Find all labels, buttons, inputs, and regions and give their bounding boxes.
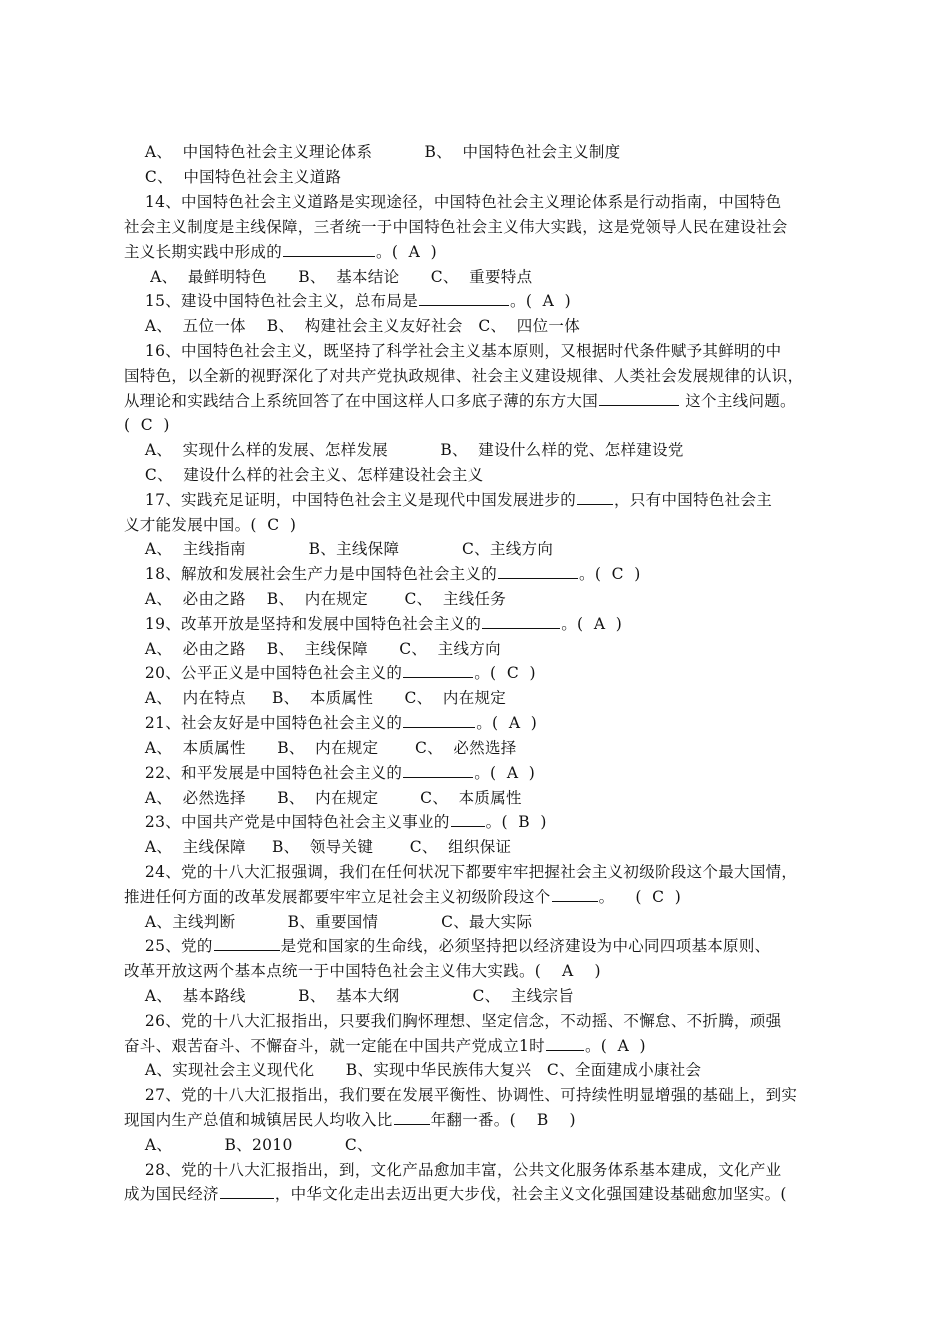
- answer-blank: [403, 661, 473, 678]
- answer-blank: [394, 1108, 430, 1125]
- question-line: 24、党的十八大汇报强调，我们在任何状况下都要牢牢把握社会主义初级阶段这个最大国情，: [124, 863, 798, 881]
- option-line: A、 五位一体 B、 构建社会主义友好社会 C、 四位一体: [124, 317, 581, 335]
- question-line: 成为国民经济 ，中华文化走出去迈出更大步伐，社会主义文化强国建设基础愈加坚实。(: [124, 1182, 844, 1207]
- option-line: A、 主线指南 B、主线保障 C、主线方向: [124, 540, 554, 558]
- question-line: ( C ): [124, 416, 170, 434]
- question-line: 25、党的 是党和国家的生命线，必须坚持把以经济建设为中心同四项基本原则、: [124, 934, 844, 959]
- answer-blank: [419, 289, 509, 306]
- option-line: A、 中国特色社会主义理论体系 B、 中国特色社会主义制度: [124, 143, 621, 161]
- answer-blank: [577, 488, 613, 505]
- option-line: A、 B、2010 C、: [124, 1136, 373, 1154]
- option-line: A、 必由之路 B、 主线保障 C、 主线方向: [124, 640, 501, 658]
- answer-blank: [599, 389, 679, 406]
- option-line: C、 中国特色社会主义道路: [124, 168, 342, 186]
- question-line: 推进任何方面的改革发展都要牢牢立足社会主义初级阶段这个 。 ( C ): [124, 885, 844, 910]
- question-line: 16、中国特色社会主义，既坚持了科学社会主义基本原则，又根据时代条件赋予其鲜明的中: [124, 342, 782, 360]
- question-line: 28、党的十八大汇报指出，到，文化产品愈加丰富，公共文化服务体系基本建成，文化产业: [124, 1161, 782, 1179]
- option-line: A、主线判断 B、重要国情 C、最大实际: [124, 913, 533, 931]
- question-line: 17、实践充足证明，中国特色社会主义是现代中国发展进步的 ，只有中国特色社会主: [124, 488, 844, 513]
- question-line: 27、党的十八大汇报指出，我们要在发展平衡性、协调性、可持续性明显增强的基础上，到实: [124, 1086, 798, 1104]
- answer-blank: [552, 885, 598, 902]
- question-line: 社会主义制度是主线保障，三者统一于中国特色社会主义伟大实践，这是党领导人民在建设社会: [124, 218, 788, 236]
- question-line: 改革开放这两个基本点统一于中国特色社会主义伟大实践。( A ): [124, 962, 601, 980]
- answer-blank: [283, 240, 375, 257]
- option-line: A、 本质属性 B、 内在规定 C、 必然选择: [124, 739, 517, 757]
- option-line: A、 最鲜明特色 B、 基本结论 C、 重要特点: [124, 268, 533, 286]
- question-line: 21、社会友好是中国特色社会主义的 。( A ): [124, 711, 844, 736]
- question-line: 奋斗、艰苦奋斗、不懈奋斗，就一定能在中国共产党成立1时 。( A ): [124, 1034, 844, 1059]
- option-line: A、 基本路线 B、 基本大纲 C、 主线宗旨: [124, 987, 575, 1005]
- answer-blank: [498, 562, 578, 579]
- option-line: A、 主线保障 B、 领导关键 C、 组织保证: [124, 838, 512, 856]
- question-line: 23、中国共产党是中国特色社会主义事业的 。( B ): [124, 810, 844, 835]
- question-line: 15、建设中国特色社会主义，总布局是 。( A ): [124, 289, 844, 314]
- answer-blank: [546, 1034, 584, 1051]
- question-line: 19、改革开放是坚持和发展中国特色社会主义的 。( A ): [124, 612, 844, 637]
- answer-blank: [451, 810, 485, 827]
- answer-blank: [403, 761, 473, 778]
- question-line: 从理论和实践结合上系统回答了在中国这样人口多底子薄的东方大国 这个主线问题。: [124, 389, 844, 414]
- answer-blank: [403, 711, 475, 728]
- question-line: 国特色，以全新的视野深化了对共产党执政规律、社会主义建设规律、人类社会发展规律的认识，: [124, 367, 804, 385]
- option-line: A、 必由之路 B、 内在规定 C、 主线任务: [124, 590, 507, 608]
- question-line: 26、党的十八大汇报指出，只要我们胸怀理想、坚定信念，不动摇、不懈怠、不折腾，顽强: [124, 1012, 782, 1030]
- question-line: 现国内生产总值和城镇居民人均收入比 年翻一番。( B ): [124, 1108, 844, 1133]
- question-line: 20、公平正义是中国特色社会主义的 。( C ): [124, 661, 844, 686]
- question-line: 18、解放和发展社会生产力是中国特色社会主义的 。( C ): [124, 562, 844, 587]
- option-line: A、 实现什么样的发展、怎样发展 B、 建设什么样的党、怎样建设党: [124, 441, 684, 459]
- question-line: 22、和平发展是中国特色社会主义的 。( A ): [124, 761, 844, 786]
- answer-blank: [482, 612, 560, 629]
- question-line: 14、中国特色社会主义道路是实现途径，中国特色社会主义理论体系是行动指南，中国特色: [124, 193, 782, 211]
- option-line: A、 必然选择 B、 内在规定 C、 本质属性: [124, 789, 522, 807]
- option-line: A、 内在特点 B、 本质属性 C、 内在规定: [124, 689, 507, 707]
- question-line: 义才能发展中国。( C ): [124, 516, 297, 534]
- answer-blank: [220, 1182, 274, 1199]
- option-line: A、实现社会主义现代化 B、实现中华民族伟大复兴 C、全面建成小康社会: [124, 1061, 702, 1079]
- option-line: C、 建设什么样的社会主义、怎样建设社会主义: [124, 466, 484, 484]
- answer-blank: [214, 934, 280, 951]
- question-line: 主义长期实践中形成的 。( A ): [124, 240, 844, 265]
